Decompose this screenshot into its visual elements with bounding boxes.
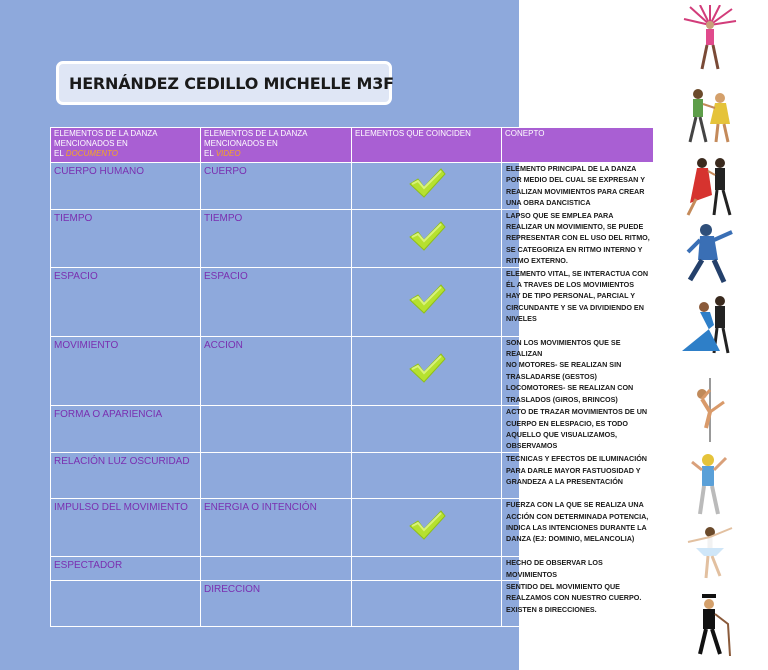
table-row bbox=[51, 163, 654, 210]
cell-video bbox=[201, 557, 352, 581]
header-highlight: DOCUMENTO bbox=[65, 149, 119, 158]
cell-document: ESPECTADOR bbox=[51, 557, 201, 581]
hiphop-dancer-icon bbox=[680, 222, 744, 293]
header-text: MENCIONADOS EN bbox=[204, 139, 278, 148]
header-video bbox=[201, 128, 352, 163]
checkmark-icon bbox=[407, 282, 447, 316]
cell-concept: SENTIDO DEL MOVIMIENTO QUE REALZAMOS CON NUESTRO CUERPO. EXISTEN 8 DIRECCIONES. bbox=[502, 580, 654, 626]
checkmark-icon bbox=[407, 219, 447, 253]
cell-video: TIEMPO bbox=[201, 209, 352, 267]
cell-concept: SON LOS MOVIMIENTOS QUE SE REALIZAN NO MOTORES- SE REALIZAN SIN TRASLADARSE (GESTOS) LOCOMOTORES- SE REALIZAN CON TRASLADOS (GIROS, BRINCOS) bbox=[502, 336, 654, 405]
table-row bbox=[51, 336, 654, 405]
cell-video: ENERGIA O INTENCIÓN bbox=[201, 499, 352, 557]
cell-document: RELACIÓN LUZ OSCURIDAD bbox=[51, 453, 201, 499]
swing-dancers-icon bbox=[680, 86, 744, 151]
cell-document: TIEMPO bbox=[51, 209, 201, 267]
cell-coincide bbox=[352, 163, 502, 210]
cell-video bbox=[201, 453, 352, 499]
cell-document: ESPACIO bbox=[51, 267, 201, 336]
table-header-row bbox=[51, 128, 654, 163]
page-title: HERNÁNDEZ CEDILLO MICHELLE M3F bbox=[69, 73, 394, 93]
table-row bbox=[51, 499, 654, 557]
table-row bbox=[51, 580, 654, 626]
table-row bbox=[51, 267, 654, 336]
cell-video: ACCION bbox=[201, 336, 352, 405]
checkmark-icon bbox=[407, 166, 447, 200]
header-text: ELEMENTOS DE LA DANZA bbox=[54, 129, 158, 138]
elements-table bbox=[50, 127, 654, 627]
cell-coincide bbox=[352, 580, 502, 626]
header-highlight: VIDEO bbox=[215, 149, 241, 158]
cell-document: FORMA O APARIENCIA bbox=[51, 406, 201, 453]
checkmark-icon bbox=[407, 351, 447, 385]
ballerina-icon bbox=[680, 522, 744, 587]
checkmark-icon bbox=[407, 508, 447, 542]
table-row bbox=[51, 406, 654, 453]
carnival-dancer-icon bbox=[680, 5, 744, 76]
cell-coincide bbox=[352, 209, 502, 267]
table-row bbox=[51, 209, 654, 267]
fitness-dancer-icon bbox=[680, 452, 744, 521]
cell-video: ESPACIO bbox=[201, 267, 352, 336]
cell-video: CUERPO bbox=[201, 163, 352, 210]
cell-concept: HECHO DE OBSERVAR LOS MOVIMIENTOS bbox=[502, 557, 654, 581]
cell-coincide bbox=[352, 336, 502, 405]
table-row bbox=[51, 557, 654, 581]
header-text: MENCIONADOS EN bbox=[54, 139, 128, 148]
cell-concept: FUERZA CON LA QUE SE REALIZA UNA ACCIÓN CON DETERMINADA POTENCIA, INDICA LAS INTENCIONES DURANTE LA DANZA (EJ: DOMINIO, MELANCOLIA) bbox=[502, 499, 654, 557]
header-text: EL bbox=[204, 149, 216, 158]
cell-coincide bbox=[352, 557, 502, 581]
cell-concept: ACTO DE TRAZAR MOVIMIENTOS DE UN CUERPO EN ELESPACIO, ES TODO AQUELLO QUE VISUALIZAMOS, OBSERVAMOS bbox=[502, 406, 654, 453]
ballroom-dancers-icon bbox=[680, 295, 744, 360]
cell-video bbox=[201, 406, 352, 453]
cell-concept: ELEMENTO VITAL, SE INTERACTUA CON ÉL A TRAVES DE LOS MOVIMIENTOS HAY DE TIPO PERSONAL, PARCIAL Y CIRCUNDANTE Y SE VA DIVIDIENDO EN NIVELES bbox=[502, 267, 654, 336]
tap-dancer-icon bbox=[680, 594, 744, 665]
title-box bbox=[56, 61, 392, 105]
cell-document bbox=[51, 580, 201, 626]
cell-coincide bbox=[352, 406, 502, 453]
cell-document: IMPULSO DEL MOVIMIENTO bbox=[51, 499, 201, 557]
cell-coincide bbox=[352, 499, 502, 557]
header-document bbox=[51, 128, 201, 163]
header-text: ELEMENTOS DE LA DANZA bbox=[204, 129, 308, 138]
header-text: EL bbox=[54, 149, 66, 158]
cell-coincide bbox=[352, 267, 502, 336]
cell-document: CUERPO HUMANO bbox=[51, 163, 201, 210]
cell-concept: ELEMENTO PRINCIPAL DE LA DANZA POR MEDIO DEL CUAL SE EXPRESAN Y REALIZAN MOVIMIENTOS PARA CREAR UNA OBRA DANCISTICA bbox=[502, 163, 654, 210]
pole-dancer-icon bbox=[680, 378, 744, 447]
tango-dancers-icon bbox=[680, 155, 744, 224]
cell-concept: LAPSO QUE SE EMPLEA PARA REALIZAR UN MOVIMIENTO, SE PUEDE REPRESENTAR CON EL USO DEL RITMO, SE CATEGORIZA EN RITMO INTERNO Y RITMO EXTERNO. bbox=[502, 209, 654, 267]
cell-video: DIRECCION bbox=[201, 580, 352, 626]
table-row bbox=[51, 453, 654, 499]
cell-concept: TECNICAS Y EFECTOS DE ILUMINACIÓN PARA DARLE MAYOR FASTUOSIDAD Y GRANDEZA A LA PRESENTACIÓN bbox=[502, 453, 654, 499]
cell-document: MOVIMIENTO bbox=[51, 336, 201, 405]
header-concept: CONEPTO bbox=[502, 128, 654, 163]
header-coincide: ELEMENTOS QUE COINCIDEN bbox=[352, 128, 502, 163]
cell-coincide bbox=[352, 453, 502, 499]
